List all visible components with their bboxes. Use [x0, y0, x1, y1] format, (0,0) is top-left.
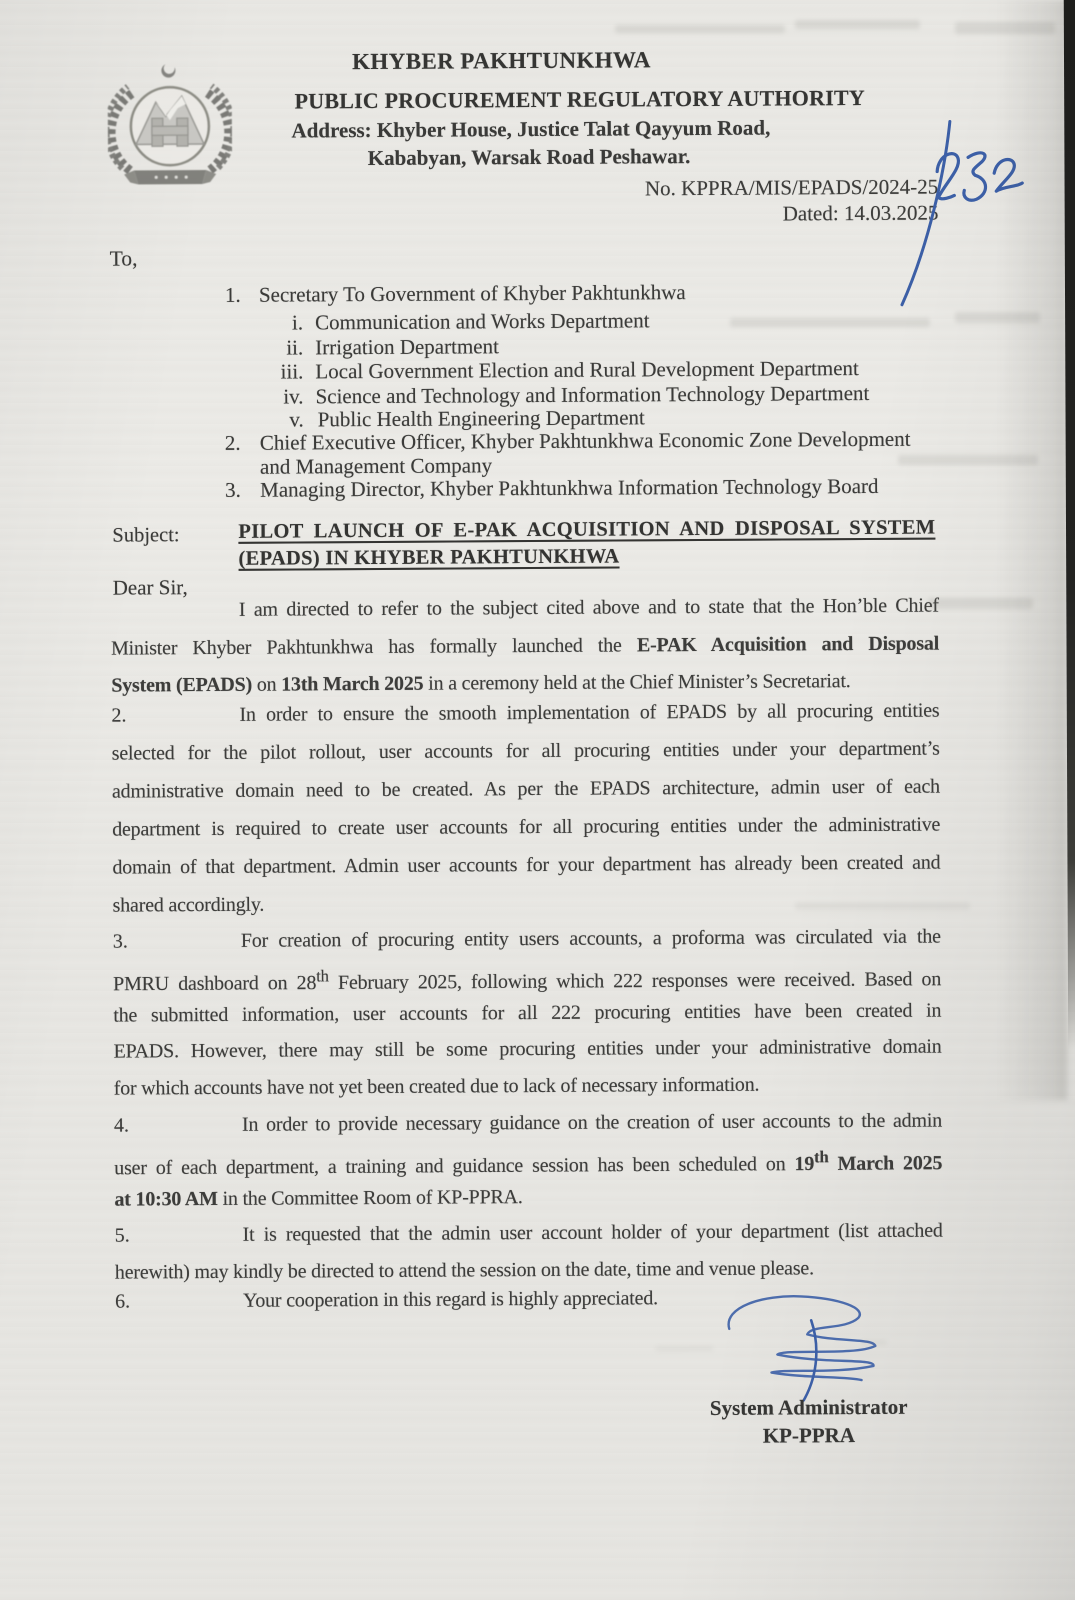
- recipient-row: Managing Director, Khyber Pakhtunkhwa Information Technology Board: [260, 473, 879, 502]
- body-text-bold: 13th March 2025: [281, 672, 424, 696]
- body-line: domain of that department. Admin user accounts for your department has already been created and: [112, 851, 941, 879]
- bleed-through-smudge: [795, 20, 920, 29]
- body-text: in the Committee Room of KP-PPRA.: [217, 1186, 523, 1210]
- body-text: in a ceremony held at the Chief Minister’s Secretariat.: [423, 670, 851, 695]
- paragraph-number: 6.: [114, 1290, 131, 1313]
- signature-scribble: [715, 1290, 896, 1409]
- reference-number: No. KPPRA/MIS/EPADS/2024-25: [644, 174, 939, 201]
- subject-line-1: PILOT LAUNCH OF E-PAK ACQUISITION AND DISPOSAL SYSTEM: [238, 516, 936, 543]
- recipient-row-continuation: and Management Company: [259, 453, 493, 479]
- body-line: I am directed to refer to the subject cited above and to state that the Hon’ble Chief: [238, 594, 939, 621]
- recipient-sub-marker: ii.: [286, 335, 304, 360]
- body-line: EPADS. However, there may still be some procuring entities under your administrative domain: [113, 1035, 942, 1063]
- recipient-marker: 1.: [224, 282, 241, 307]
- body-line: [114, 1184, 942, 1212]
- bleed-through-smudge: [730, 318, 930, 327]
- scan-artifact: [655, 1346, 713, 1351]
- body-line: department is required to create user accounts for all procuring entities under the administrative: [112, 813, 941, 841]
- body-line: herewith) may kindly be directed to attend the session on the date, time and venue please.: [114, 1257, 814, 1284]
- signature-block: [664, 1394, 954, 1449]
- body-line: the submitted information, user accounts for all 222 procuring entities have been created in: [113, 999, 942, 1027]
- paragraph-number: 5.: [114, 1224, 130, 1247]
- body-line: shared accordingly.: [112, 893, 265, 917]
- body-line: [111, 670, 939, 698]
- scan-artifact: [861, 1340, 887, 1345]
- recipient-sub-row: Irrigation Department: [315, 334, 499, 360]
- body-text: Minister Khyber Pakhtunkhwa has formally launched the: [111, 634, 637, 660]
- body-line: For creation of procuring entity users accounts, a proforma was circulated via the: [240, 925, 941, 952]
- scan-edge-shadow: [997, 0, 1067, 1100]
- body-text-bold: E-PAK Acquisition and Disposal: [636, 632, 940, 657]
- recipient-sub-row: Communication and Works Department: [315, 308, 650, 335]
- address-line-1: Address: Khyber House, Justice Talat Qayyum Road,: [291, 115, 771, 143]
- recipient-row: Chief Executive Officer, Khyber Pakhtunkhwa Economic Zone Development: [259, 426, 911, 455]
- subject-label: Subject:: [112, 524, 180, 547]
- body-text: user of each department, a training and guidance session has been scheduled on: [114, 1153, 795, 1180]
- signatory-title: System Administrator: [709, 1394, 908, 1420]
- recipient-sub-marker: v.: [289, 407, 304, 432]
- recipient-sub-marker: i.: [291, 310, 304, 335]
- address-line-2: Kababyan, Warsak Road Peshawar.: [367, 144, 691, 171]
- body-line: [113, 963, 941, 997]
- body-line: selected for the pilot rollout, user accounts for all procuring entities under your department’s: [111, 737, 940, 765]
- body-line: In order to provide necessary guidance on the creation of user accounts to the admin: [241, 1109, 943, 1136]
- recipient-sub-row: Public Health Engineering Department: [317, 405, 645, 432]
- recipient-sub-marker: iii.: [280, 359, 304, 384]
- recipient-marker: 3.: [225, 477, 241, 502]
- authority-name: PUBLIC PROCUREMENT REGULATORY AUTHORITY: [294, 84, 865, 114]
- bleed-through-smudge: [615, 25, 785, 33]
- body-line: In order to ensure the smooth implementation of EPADS by all procuring entities: [239, 699, 940, 726]
- body-line: for which accounts have not yet been created due to lack of necessary information.: [113, 1073, 760, 1100]
- recipient-sub-row: Science and Technology and Information Technology Department: [315, 380, 870, 409]
- signatory-org: KP-PPRA: [762, 1423, 856, 1448]
- superscript: th: [814, 1147, 829, 1167]
- body-line: Your cooperation in this regard is highly appreciated.: [242, 1287, 658, 1312]
- paragraph-number: 3.: [112, 930, 128, 953]
- body-line: [111, 633, 939, 661]
- paragraph-number: 4.: [113, 1114, 130, 1137]
- recipient-marker: 2.: [224, 430, 241, 455]
- recipient-sub-marker: iv.: [283, 384, 304, 409]
- recipient-sub-row: Local Government Election and Rural Development Department: [315, 356, 859, 384]
- subject-line-2: (EPADS) IN KHYBER PAKHTUNKHWA: [238, 545, 620, 570]
- recipient-row: Secretary To Government of Khyber Pakhtunkhwa: [258, 280, 686, 307]
- body-text: February 2025, following which 222 responses were received. Based on: [328, 968, 942, 994]
- paragraph-number: 2.: [111, 704, 127, 727]
- body-line: [114, 1147, 942, 1181]
- org-region-title: KHYBER PAKHTUNKHWA: [352, 47, 651, 75]
- date-line: Dated: 14.03.2025: [782, 200, 939, 226]
- body-text-bold: at 10:30 AM: [114, 1187, 218, 1211]
- body-text-bold: 19: [794, 1152, 815, 1176]
- bleed-through-smudge: [795, 902, 970, 910]
- salutation: Dear Sir,: [112, 575, 188, 600]
- body-line: It is requested that the admin user account holder of your department (list attached: [242, 1219, 943, 1246]
- superscript: th: [316, 966, 329, 986]
- body-text: on: [251, 673, 282, 696]
- body-line: administrative domain need to be created. As per the EPADS architecture, admin user of each: [111, 775, 940, 803]
- body-text-bold: System (EPADS): [111, 673, 253, 697]
- body-text-bold: March 2025: [828, 1152, 943, 1175]
- to-label: To,: [109, 246, 138, 271]
- body-text: PMRU dashboard on 28: [113, 972, 317, 996]
